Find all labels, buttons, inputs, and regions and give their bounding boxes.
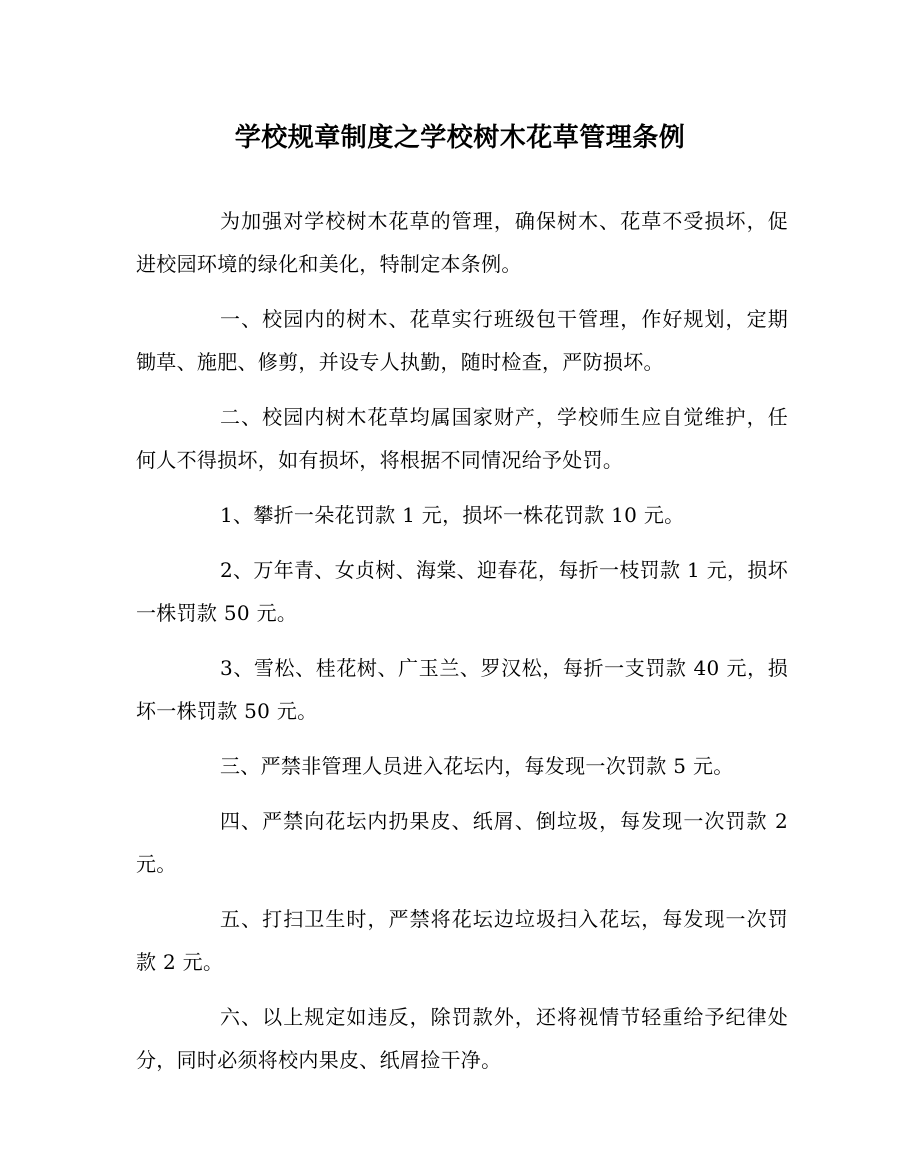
paragraph-article-3: 三、严禁非管理人员进入花坛内，每发现一次罚款 5 元。 (220, 754, 734, 778)
paragraph-penalty-3: 3、雪松、桂花树、广玉兰、罗汉松，每折一支罚款 40 元，损坏一株罚款 50 元。 (136, 656, 788, 723)
paragraph-article-5: 五、打扫卫生时，严禁将花坛边垃圾扫入花坛，每发现一次罚款 2 元。 (136, 907, 788, 974)
paragraph-article-2: 二、校园内树木花草均属国家财产，学校师生应自觉维护，任何人不得损坏，如有损坏，将根据不同情况给予处罚。 (136, 405, 788, 472)
paragraph-penalty-1: 1、攀折一朵花罚款 1 元，损坏一株花罚款 10 元。 (220, 503, 685, 527)
paragraph-article-6: 六、以上规定如违反，除罚款外，还将视情节轻重给予纪律处分，同时必须将校内果皮、纸屑捡干净。 (136, 1005, 788, 1072)
paragraph-article-4: 四、严禁向花坛内扔果皮、纸屑、倒垃圾，每发现一次罚款 2 元。 (136, 809, 788, 876)
paragraph-penalty-2: 2、万年青、女贞树、海棠、迎春花，每折一枝罚款 1 元，损坏一株罚款 50 元。 (136, 558, 788, 625)
paragraph-intro: 为加强对学校树木花草的管理，确保树木、花草不受损坏，促进校园环境的绿化和美化，特制定本条例。 (136, 209, 788, 276)
document-title: 学校规章制度之学校树木花草管理条例 (234, 123, 686, 153)
document-body (136, 200, 788, 1094)
paragraph-article-1: 一、校园内的树木、花草实行班级包干管理，作好规划，定期锄草、施肥、修剪，并设专人执勤，随时检查，严防损坏。 (136, 307, 788, 374)
